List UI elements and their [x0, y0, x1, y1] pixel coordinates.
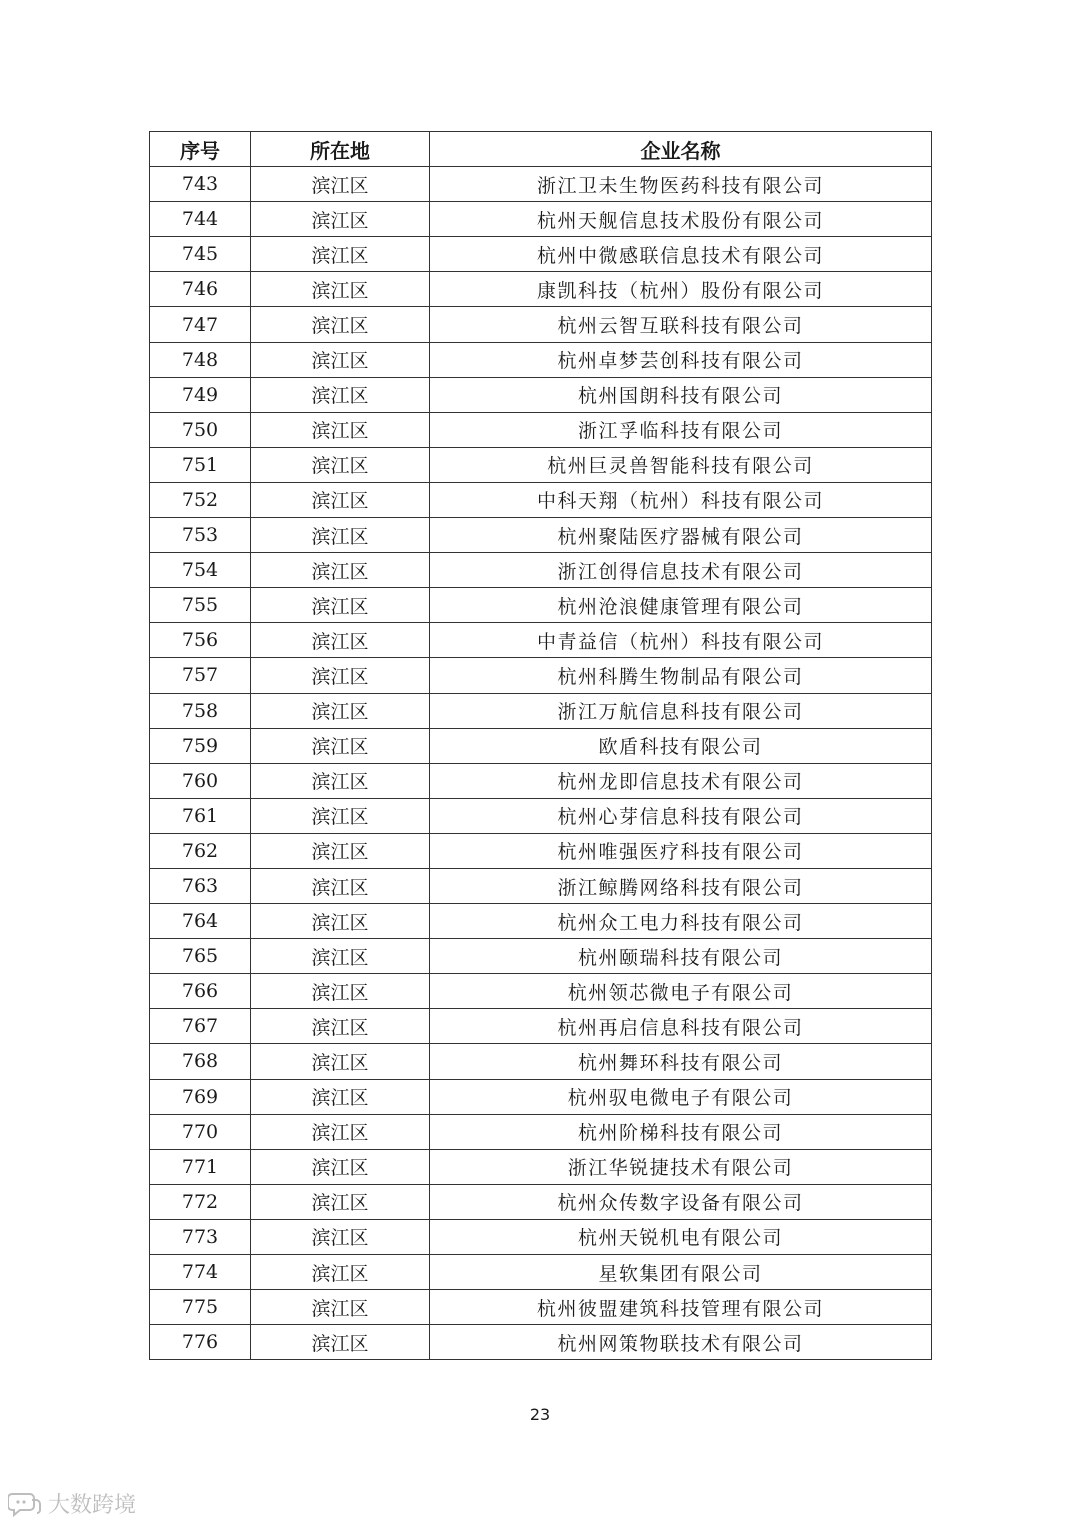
watermark-text: 大数跨境 — [48, 1493, 137, 1518]
location-cell: 滨江区 — [251, 798, 430, 833]
location-cell: 滨江区 — [251, 377, 430, 412]
table-row — [150, 658, 932, 693]
table-row — [150, 1255, 932, 1290]
location-cell: 滨江区 — [251, 342, 430, 377]
table-row — [150, 307, 932, 342]
seq-cell: 772 — [150, 1184, 251, 1219]
seq-cell: 759 — [150, 728, 251, 763]
table-row — [150, 623, 932, 658]
header-location: 所在地 — [251, 132, 430, 167]
table-row — [150, 939, 932, 974]
header-company: 企业名称 — [430, 132, 932, 167]
seq-cell: 766 — [150, 974, 251, 1009]
table-row — [150, 1044, 932, 1079]
company-name-cell: 杭州唯强医疗科技有限公司 — [430, 833, 932, 868]
table-row — [150, 1114, 932, 1149]
location-cell: 滨江区 — [251, 939, 430, 974]
table-row — [150, 728, 932, 763]
seq-cell: 752 — [150, 482, 251, 517]
seq-cell: 751 — [150, 447, 251, 482]
location-cell: 滨江区 — [251, 1044, 430, 1079]
seq-cell: 757 — [150, 658, 251, 693]
location-cell: 滨江区 — [251, 1255, 430, 1290]
location-cell: 滨江区 — [251, 518, 430, 553]
table-row — [150, 1149, 932, 1184]
watermark — [8, 1488, 136, 1519]
company-name-cell: 杭州舞环科技有限公司 — [430, 1044, 932, 1079]
company-name-cell: 杭州巨灵兽智能科技有限公司 — [430, 447, 932, 482]
seq-cell: 771 — [150, 1149, 251, 1184]
seq-cell: 743 — [150, 167, 251, 202]
table-row — [150, 1184, 932, 1219]
company-name-cell: 杭州网策物联技术有限公司 — [430, 1325, 932, 1360]
company-name-cell: 浙江鲸腾网络科技有限公司 — [430, 868, 932, 903]
company-name-cell: 杭州阶梯科技有限公司 — [430, 1114, 932, 1149]
location-cell: 滨江区 — [251, 202, 430, 237]
table-row — [150, 693, 932, 728]
seq-cell: 750 — [150, 412, 251, 447]
location-cell: 滨江区 — [251, 272, 430, 307]
company-name-cell: 杭州众工电力科技有限公司 — [430, 904, 932, 939]
seq-cell: 770 — [150, 1114, 251, 1149]
location-cell: 滨江区 — [251, 447, 430, 482]
seq-cell: 753 — [150, 518, 251, 553]
company-list-table — [149, 131, 932, 1360]
company-name-cell: 杭州卓梦芸创科技有限公司 — [430, 342, 932, 377]
page-number: 23 — [529, 1405, 551, 1424]
company-name-cell: 杭州驭电微电子有限公司 — [430, 1079, 932, 1114]
table-row — [150, 447, 932, 482]
company-name-cell: 杭州众传数字设备有限公司 — [430, 1184, 932, 1219]
table-row — [150, 202, 932, 237]
seq-cell: 765 — [150, 939, 251, 974]
header-seq: 序号 — [150, 132, 251, 167]
location-cell: 滨江区 — [251, 728, 430, 763]
seq-cell: 768 — [150, 1044, 251, 1079]
location-cell: 滨江区 — [251, 482, 430, 517]
table-row — [150, 518, 932, 553]
table-row — [150, 798, 932, 833]
seq-cell: 748 — [150, 342, 251, 377]
location-cell: 滨江区 — [251, 623, 430, 658]
table-row — [150, 833, 932, 868]
company-name-cell: 浙江卫未生物医药科技有限公司 — [430, 167, 932, 202]
seq-cell: 776 — [150, 1325, 251, 1360]
seq-cell: 760 — [150, 763, 251, 798]
seq-cell: 764 — [150, 904, 251, 939]
seq-cell: 775 — [150, 1290, 251, 1325]
table-row — [150, 1325, 932, 1360]
table-row — [150, 1079, 932, 1114]
company-name-cell: 浙江万航信息科技有限公司 — [430, 693, 932, 728]
location-cell: 滨江区 — [251, 904, 430, 939]
table-row — [150, 167, 932, 202]
company-name-cell: 杭州领芯微电子有限公司 — [430, 974, 932, 1009]
company-name-cell: 杭州云智互联科技有限公司 — [430, 307, 932, 342]
location-cell: 滨江区 — [251, 868, 430, 903]
seq-cell: 767 — [150, 1009, 251, 1044]
location-cell: 滨江区 — [251, 1079, 430, 1114]
location-cell: 滨江区 — [251, 167, 430, 202]
company-name-cell: 浙江创得信息技术有限公司 — [430, 553, 932, 588]
seq-cell: 774 — [150, 1255, 251, 1290]
location-cell: 滨江区 — [251, 763, 430, 798]
company-name-cell: 杭州再启信息科技有限公司 — [430, 1009, 932, 1044]
company-name-cell: 杭州彼盟建筑科技管理有限公司 — [430, 1290, 932, 1325]
seq-cell: 756 — [150, 623, 251, 658]
seq-cell: 761 — [150, 798, 251, 833]
location-cell: 滨江区 — [251, 1219, 430, 1254]
company-name-cell: 星软集团有限公司 — [430, 1255, 932, 1290]
company-name-cell: 杭州科腾生物制品有限公司 — [430, 658, 932, 693]
company-name-cell: 康凯科技（杭州）股份有限公司 — [430, 272, 932, 307]
company-name-cell: 中青益信（杭州）科技有限公司 — [430, 623, 932, 658]
location-cell: 滨江区 — [251, 658, 430, 693]
company-name-cell: 杭州龙即信息技术有限公司 — [430, 763, 932, 798]
location-cell: 滨江区 — [251, 1009, 430, 1044]
company-name-cell: 杭州天舰信息技术股份有限公司 — [430, 202, 932, 237]
location-cell: 滨江区 — [251, 1184, 430, 1219]
location-cell: 滨江区 — [251, 307, 430, 342]
location-cell: 滨江区 — [251, 1290, 430, 1325]
company-name-cell: 中科天翔（杭州）科技有限公司 — [430, 482, 932, 517]
table-row — [150, 763, 932, 798]
table-row — [150, 974, 932, 1009]
seq-cell: 746 — [150, 272, 251, 307]
company-name-cell: 杭州天锐机电有限公司 — [430, 1219, 932, 1254]
seq-cell: 754 — [150, 553, 251, 588]
seq-cell: 763 — [150, 868, 251, 903]
company-name-cell: 欧盾科技有限公司 — [430, 728, 932, 763]
seq-cell: 747 — [150, 307, 251, 342]
chat-bubble-icon — [8, 1491, 42, 1517]
seq-cell: 745 — [150, 237, 251, 272]
table-row — [150, 482, 932, 517]
table-row — [150, 553, 932, 588]
seq-cell: 769 — [150, 1079, 251, 1114]
location-cell: 滨江区 — [251, 1114, 430, 1149]
seq-cell: 773 — [150, 1219, 251, 1254]
company-name-cell: 杭州沧浪健康管理有限公司 — [430, 588, 932, 623]
table-header-row — [150, 132, 932, 167]
table-row — [150, 1290, 932, 1325]
table-row — [150, 588, 932, 623]
location-cell: 滨江区 — [251, 237, 430, 272]
seq-cell: 755 — [150, 588, 251, 623]
table-row — [150, 342, 932, 377]
location-cell: 滨江区 — [251, 553, 430, 588]
company-name-cell: 杭州颐瑞科技有限公司 — [430, 939, 932, 974]
table-row — [150, 272, 932, 307]
company-name-cell: 浙江华锐捷技术有限公司 — [430, 1149, 932, 1184]
table-row — [150, 904, 932, 939]
location-cell: 滨江区 — [251, 833, 430, 868]
location-cell: 滨江区 — [251, 412, 430, 447]
table-row — [150, 412, 932, 447]
location-cell: 滨江区 — [251, 693, 430, 728]
company-name-cell: 杭州聚陆医疗器械有限公司 — [430, 518, 932, 553]
company-name-cell: 浙江孚临科技有限公司 — [430, 412, 932, 447]
location-cell: 滨江区 — [251, 1325, 430, 1360]
company-name-cell: 杭州心芽信息科技有限公司 — [430, 798, 932, 833]
location-cell: 滨江区 — [251, 1149, 430, 1184]
seq-cell: 749 — [150, 377, 251, 412]
table-row — [150, 1219, 932, 1254]
table-row — [150, 868, 932, 903]
table-row — [150, 237, 932, 272]
seq-cell: 758 — [150, 693, 251, 728]
seq-cell: 762 — [150, 833, 251, 868]
location-cell: 滨江区 — [251, 588, 430, 623]
location-cell: 滨江区 — [251, 974, 430, 1009]
company-name-cell: 杭州国朗科技有限公司 — [430, 377, 932, 412]
table-row — [150, 377, 932, 412]
table-row — [150, 1009, 932, 1044]
seq-cell: 744 — [150, 202, 251, 237]
company-name-cell: 杭州中微感联信息技术有限公司 — [430, 237, 932, 272]
table-body — [150, 167, 932, 1360]
